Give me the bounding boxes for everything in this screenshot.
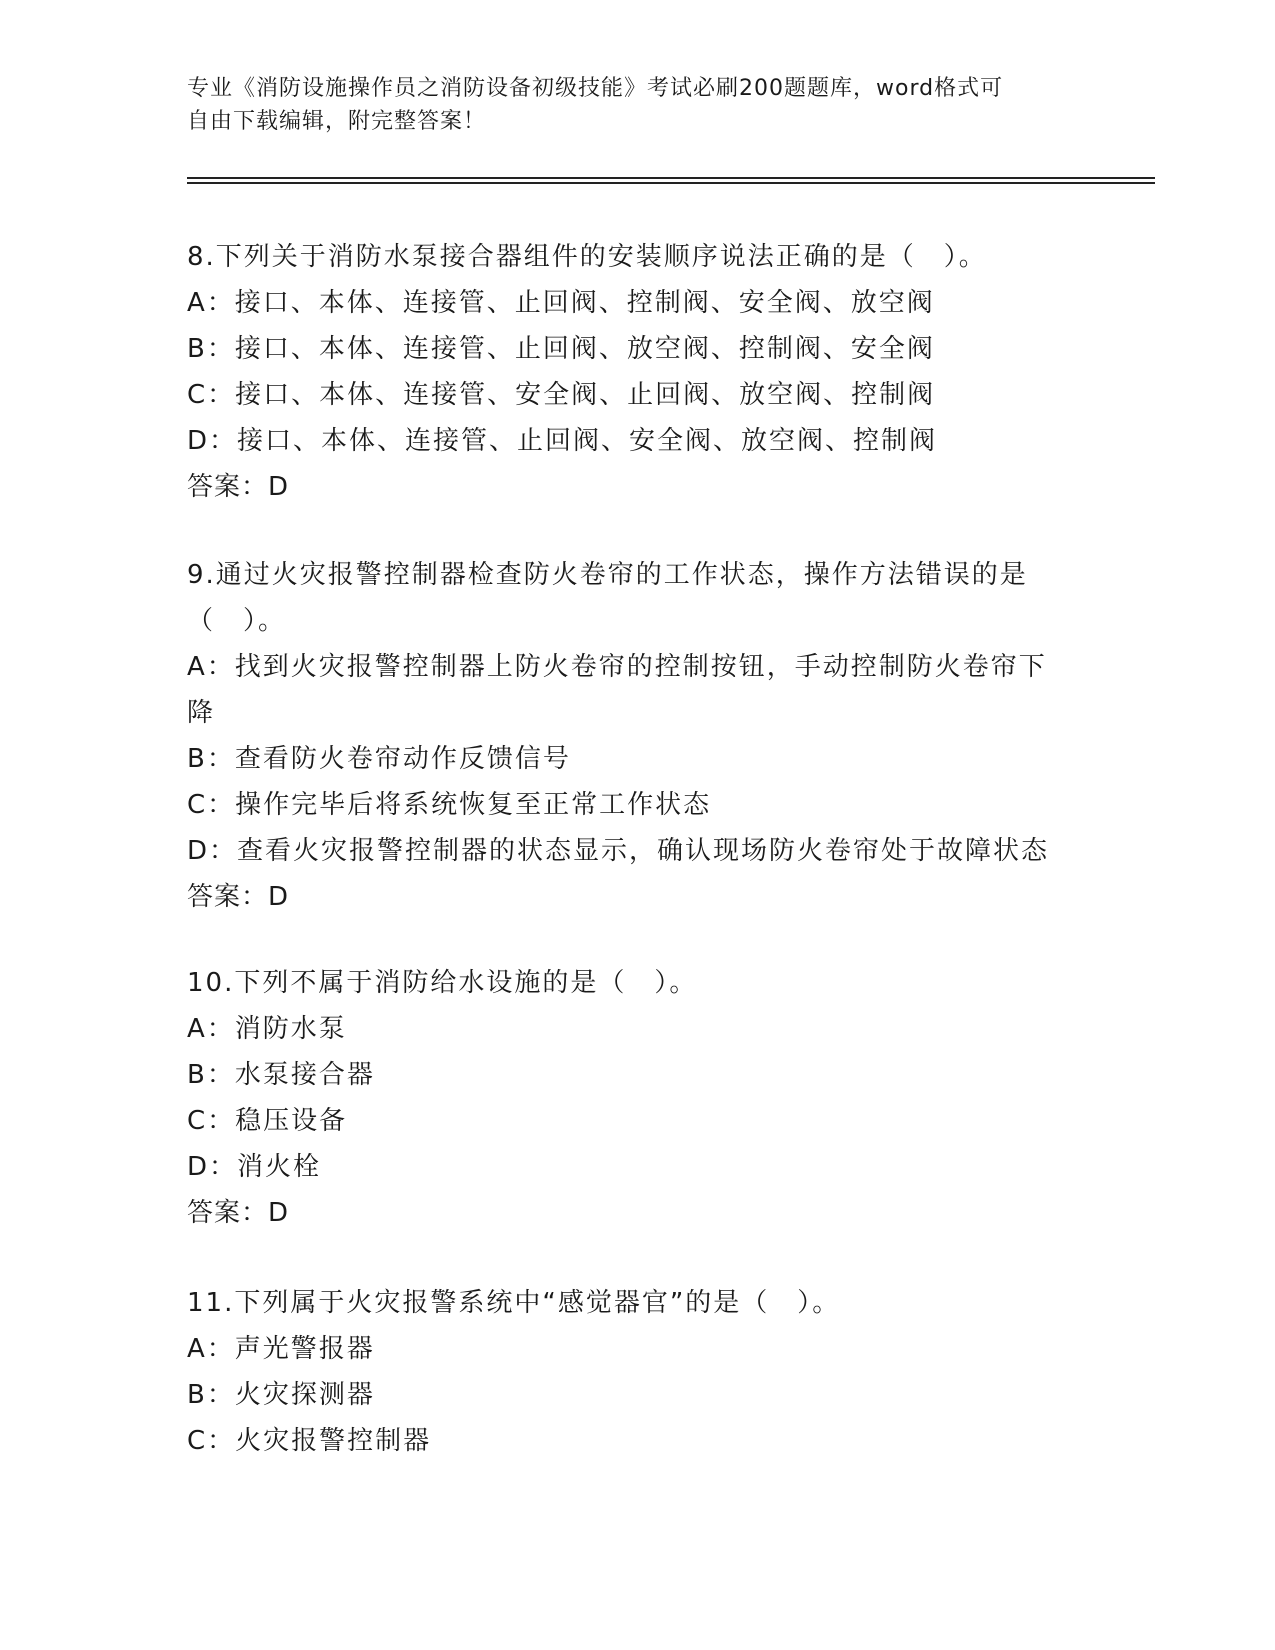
option-b: B：火灾探测器 — [187, 1380, 375, 1410]
question-stem-continued: （ ）。 — [187, 606, 287, 636]
question-stem: 10.下列不属于消防给水设施的是（ ）。 — [187, 968, 698, 998]
question-stem: 9.通过火灾报警控制器检查防火卷帘的工作状态，操作方法错误的是 — [187, 560, 1028, 590]
answer: 答案：D — [187, 1198, 290, 1228]
option-b: B：查看防火卷帘动作反馈信号 — [187, 744, 571, 774]
option-a: A：找到火灾报警控制器上防火卷帘的控制按钮，手动控制防火卷帘下 — [187, 652, 1047, 682]
option-a-continued: 降 — [187, 698, 216, 728]
question-stem: 8.下列关于消防水泵接合器组件的安装顺序说法正确的是（ ）。 — [187, 242, 987, 272]
question-10 — [187, 960, 1087, 1236]
option-b: B：水泵接合器 — [187, 1060, 375, 1090]
option-c: C：接口、本体、连接管、安全阀、止回阀、放空阀、控制阀 — [187, 380, 936, 410]
option-d: D：查看火灾报警控制器的状态显示，确认现场防火卷帘处于故障状态 — [187, 836, 1050, 866]
option-c: C：稳压设备 — [187, 1106, 348, 1136]
option-d: D：接口、本体、连接管、止回阀、安全阀、放空阀、控制阀 — [187, 426, 938, 456]
answer: 答案：D — [187, 472, 290, 502]
option-d: D：消火栓 — [187, 1152, 322, 1182]
header-divider-top — [187, 177, 1155, 179]
header-line-1: 专业《消防设施操作员之消防设备初级技能》考试必刷200题题库，word格式可 — [187, 76, 1004, 101]
option-a: A：消防水泵 — [187, 1014, 347, 1044]
option-a: A：接口、本体、连接管、止回阀、控制阀、安全阀、放空阀 — [187, 288, 935, 318]
option-c: C：火灾报警控制器 — [187, 1426, 432, 1456]
question-11 — [187, 1280, 1087, 1464]
option-a: A：声光警报器 — [187, 1334, 375, 1364]
question-8 — [187, 234, 1087, 510]
option-c: C：操作完毕后将系统恢复至正常工作状态 — [187, 790, 712, 820]
question-9 — [187, 552, 1087, 920]
document-header — [187, 72, 1067, 138]
answer: 答案：D — [187, 882, 290, 912]
header-line-2: 自由下载编辑，附完整答案！ — [187, 109, 487, 134]
question-stem: 11.下列属于火灾报警系统中“感觉器官”的是（ ）。 — [187, 1288, 841, 1318]
option-b: B：接口、本体、连接管、止回阀、放空阀、控制阀、安全阀 — [187, 334, 935, 364]
header-divider-bottom — [187, 182, 1155, 184]
